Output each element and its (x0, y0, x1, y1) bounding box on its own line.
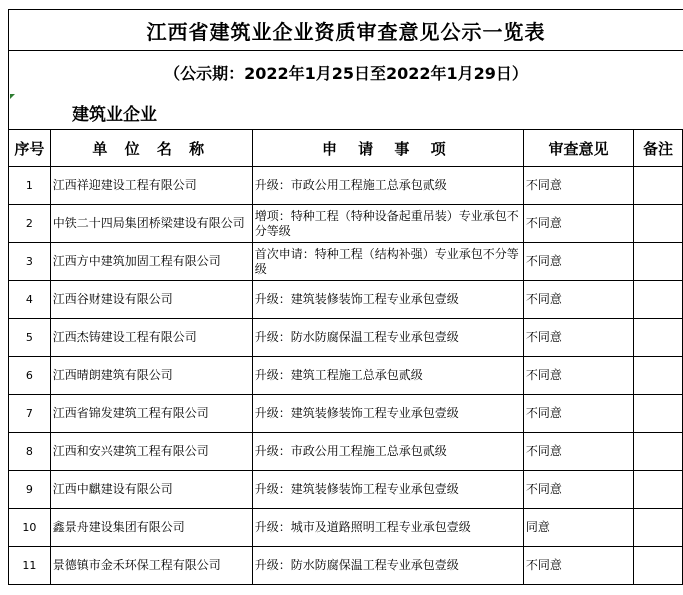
application-item: 升级：防水防腐保温工程专业承包壹级 (252, 547, 523, 585)
row-number: 9 (9, 471, 51, 509)
company-name: 江西中麒建设有限公司 (50, 471, 252, 509)
review-opinion: 不同意 (523, 205, 633, 243)
table-row (9, 471, 683, 509)
application-item: 首次申请：特种工程（结构补强）专业承包不分等级 (252, 243, 523, 281)
review-opinion: 不同意 (523, 433, 633, 471)
application-item: 升级：建筑工程施工总承包贰级 (252, 357, 523, 395)
table-row (9, 167, 683, 205)
company-name: 江西谷财建设有限公司 (50, 281, 252, 319)
company-name: 江西祥迎建设工程有限公司 (50, 167, 252, 205)
company-name: 江西方中建筑加固工程有限公司 (50, 243, 252, 281)
row-number: 6 (9, 357, 51, 395)
document-title: 江西省建筑业企业资质审查意见公示一览表 (8, 9, 683, 50)
remark (634, 205, 683, 243)
row-number: 8 (9, 433, 51, 471)
review-opinion: 不同意 (523, 319, 633, 357)
row-number: 10 (9, 509, 51, 547)
application-item: 升级：市政公用工程施工总承包贰级 (252, 433, 523, 471)
remark (634, 243, 683, 281)
application-item: 升级：建筑装修装饰工程专业承包壹级 (252, 281, 523, 319)
application-item: 升级：建筑装修装饰工程专业承包壹级 (252, 471, 523, 509)
remark (634, 509, 683, 547)
company-name: 中铁二十四局集团桥梁建设有限公司 (50, 205, 252, 243)
company-name: 江西晴朗建筑有限公司 (50, 357, 252, 395)
remark (634, 357, 683, 395)
review-opinion: 不同意 (523, 395, 633, 433)
review-opinion: 不同意 (523, 243, 633, 281)
remark (634, 433, 683, 471)
review-opinion: 不同意 (523, 547, 633, 585)
header-item: 申 请 事 项 (252, 130, 523, 167)
remark (634, 281, 683, 319)
remark (634, 167, 683, 205)
row-number: 1 (9, 167, 51, 205)
header-row (9, 130, 683, 167)
table-row (9, 243, 683, 281)
remark (634, 395, 683, 433)
row-number: 7 (9, 395, 51, 433)
section-row (8, 93, 683, 129)
header-unit: 单 位 名 称 (50, 130, 252, 167)
application-item: 升级：防水防腐保温工程专业承包壹级 (252, 319, 523, 357)
review-opinion: 同意 (523, 509, 633, 547)
review-opinion: 不同意 (523, 357, 633, 395)
company-name: 江西和安兴建筑工程有限公司 (50, 433, 252, 471)
header-opinion: 审查意见 (523, 130, 633, 167)
company-name: 景德镇市金禾环保工程有限公司 (50, 547, 252, 585)
row-number: 2 (9, 205, 51, 243)
publicity-period: （公示期：2022年1月25日至2022年1月29日） (8, 50, 683, 93)
table-row (9, 281, 683, 319)
review-table (8, 129, 683, 585)
row-number: 11 (9, 547, 51, 585)
spreadsheet (8, 0, 683, 595)
table-row (9, 319, 683, 357)
review-opinion: 不同意 (523, 281, 633, 319)
company-name: 江西省锦发建筑工程有限公司 (50, 395, 252, 433)
header-remark: 备注 (634, 130, 683, 167)
remark (634, 471, 683, 509)
row-number: 4 (9, 281, 51, 319)
table-row (9, 357, 683, 395)
review-opinion: 不同意 (523, 167, 633, 205)
application-item: 升级：市政公用工程施工总承包贰级 (252, 167, 523, 205)
company-name: 鑫景舟建设集团有限公司 (50, 509, 252, 547)
review-opinion: 不同意 (523, 471, 633, 509)
application-item: 增项：特种工程（特种设备起重吊装）专业承包不分等级 (252, 205, 523, 243)
table-row (9, 395, 683, 433)
section-label: 建筑业企业 (72, 105, 157, 125)
application-item: 升级：城市及道路照明工程专业承包壹级 (252, 509, 523, 547)
company-name: 江西杰铸建设工程有限公司 (50, 319, 252, 357)
table-row (9, 509, 683, 547)
remark (634, 319, 683, 357)
table-row (9, 547, 683, 585)
cell-marker-icon (10, 94, 15, 99)
table-row (9, 433, 683, 471)
header-no: 序号 (9, 130, 51, 167)
row-number: 3 (9, 243, 51, 281)
row-number: 5 (9, 319, 51, 357)
remark (634, 547, 683, 585)
table-row (9, 205, 683, 243)
application-item: 升级：建筑装修装饰工程专业承包壹级 (252, 395, 523, 433)
